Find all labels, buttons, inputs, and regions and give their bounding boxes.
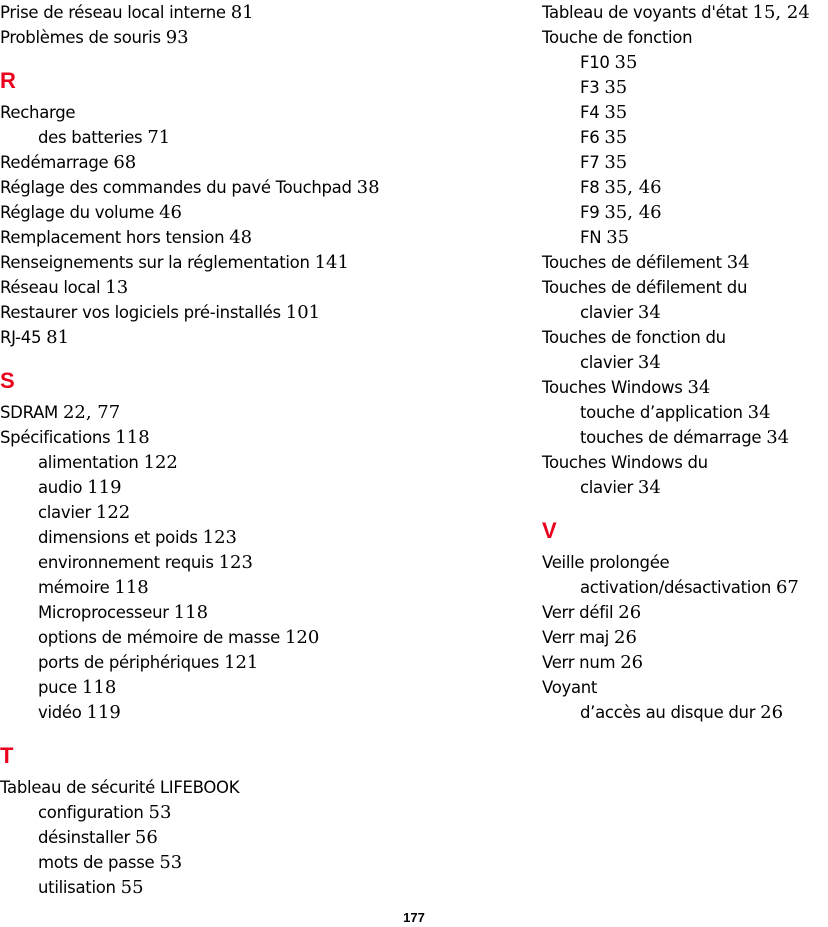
index-term: Restaurer vos logiciels pré-installés — [0, 303, 281, 322]
index-term: Touche de fonction — [542, 28, 693, 47]
index-subentry — [542, 75, 828, 100]
index-entry — [542, 375, 828, 400]
section-letter: R — [0, 68, 16, 93]
index-page-ref: 26 — [620, 652, 644, 673]
index-page-ref: 118 — [114, 577, 149, 598]
index-page-ref: 81 — [230, 2, 254, 23]
index-term: Recharge — [0, 103, 76, 122]
index-subentry — [542, 225, 828, 250]
index-page-ref: 119 — [87, 477, 122, 498]
index-term: F3 — [580, 78, 600, 97]
index-entry — [542, 625, 828, 650]
index-page-ref: 68 — [113, 152, 137, 173]
index-subentry — [542, 200, 828, 225]
index-subentry — [0, 550, 520, 575]
index-term: Touches de fonction du — [542, 328, 726, 347]
index-page-ref: 118 — [81, 677, 117, 698]
index-entry — [0, 425, 520, 450]
index-page-ref: 26 — [614, 627, 637, 648]
index-page-ref: 55 — [120, 877, 144, 898]
index-term: mémoire — [38, 578, 110, 597]
index-entry — [0, 0, 520, 25]
index-subentry — [542, 425, 828, 450]
index-term: Prise de réseau local interne — [0, 3, 226, 22]
index-term: clavier — [580, 353, 633, 372]
index-page-ref: 120 — [284, 627, 320, 648]
index-term: dimensions et poids — [38, 528, 198, 547]
index-page-ref: 122 — [143, 452, 178, 473]
index-term: Réglage du volume — [0, 203, 155, 222]
index-term: Touches Windows du — [542, 453, 708, 472]
index-term: audio — [38, 478, 83, 497]
index-subentry — [0, 675, 520, 700]
index-term: utilisation — [38, 878, 116, 897]
index-subentry — [542, 100, 828, 125]
index-term: F7 — [580, 153, 600, 172]
index-term: clavier — [580, 478, 633, 497]
index-page-ref: 67 — [775, 577, 799, 598]
index-column-right — [542, 0, 828, 725]
index-term: alimentation — [38, 453, 139, 472]
index-term: RJ-45 — [0, 328, 42, 347]
index-page-ref: 56 — [134, 827, 158, 848]
index-subentry — [542, 125, 828, 150]
index-term: Touches de défilement — [542, 253, 722, 272]
index-term: clavier — [580, 303, 633, 322]
index-term: Microprocesseur — [38, 603, 169, 622]
index-page-ref: 34 — [726, 252, 750, 273]
index-term: F9 — [580, 203, 600, 222]
section-letter: T — [0, 743, 14, 768]
index-entry — [0, 250, 520, 275]
index-term: touches de démarrage — [580, 428, 762, 447]
index-entry — [0, 400, 520, 425]
index-term: Touches Windows — [542, 378, 683, 397]
index-term: mots de passe — [38, 853, 155, 872]
index-page-ref: 35 — [604, 152, 628, 173]
index-term: Verr num — [542, 653, 616, 672]
index-page-ref: 141 — [314, 252, 349, 273]
index-page-ref: 35 — [604, 102, 628, 123]
index-entry — [0, 775, 520, 800]
index-page-ref: 34 — [637, 477, 661, 498]
index-page-ref: 26 — [618, 602, 642, 623]
index-entry — [542, 250, 828, 275]
index-entry — [0, 150, 520, 175]
index-page-ref: 93 — [165, 27, 189, 48]
index-entry — [0, 25, 520, 50]
index-entry — [0, 300, 520, 325]
section-letter: V — [542, 518, 557, 543]
index-subentry — [542, 475, 828, 500]
index-term: F10 — [580, 53, 610, 72]
index-term: clavier — [38, 503, 91, 522]
index-page-ref: 119 — [86, 702, 121, 723]
index-page-ref: 35, 46 — [604, 202, 662, 223]
index-term: SDRAM — [0, 403, 58, 422]
index-term: Tableau de voyants d'état — [542, 3, 748, 22]
index-page-ref: 34 — [766, 427, 790, 448]
index-page-ref: 122 — [95, 502, 131, 523]
index-page-ref: 34 — [687, 377, 711, 398]
index-term: Réglage des commandes du pavé Touchpad — [0, 178, 352, 197]
index-term: Verr défil — [542, 603, 614, 622]
index-term: environnement requis — [38, 553, 214, 572]
index-page-ref: 34 — [747, 402, 771, 423]
index-term: FN — [580, 228, 602, 247]
index-entry — [0, 275, 520, 300]
index-subentry — [0, 625, 520, 650]
index-subentry — [542, 400, 828, 425]
index-term: ports de périphériques — [38, 653, 220, 672]
index-subentry — [542, 575, 828, 600]
index-page-ref: 71 — [147, 127, 171, 148]
index-subentry — [0, 125, 520, 150]
index-page-ref: 118 — [173, 602, 209, 623]
index-entry — [542, 600, 828, 625]
index-term: Renseignements sur la réglementation — [0, 253, 310, 272]
index-subentry — [542, 175, 828, 200]
index-page-ref: 121 — [224, 652, 259, 673]
index-entry — [542, 550, 828, 575]
index-subentry — [0, 850, 520, 875]
index-entry — [0, 325, 520, 350]
index-page-ref: 34 — [637, 302, 661, 323]
index-page-ref: 46 — [159, 202, 182, 223]
index-entry — [542, 325, 828, 350]
index-term: Spécifications — [0, 428, 111, 447]
index-subentry — [0, 500, 520, 525]
index-term: Voyant — [542, 678, 598, 697]
index-term: configuration — [38, 803, 144, 822]
index-page-ref: 35 — [606, 227, 630, 248]
index-entry — [542, 450, 828, 475]
index-term: Verr maj — [542, 628, 610, 647]
page-number: 177 — [403, 910, 425, 925]
index-term: F6 — [580, 128, 600, 147]
index-term: des batteries — [38, 128, 143, 147]
index-term: touche d’application — [580, 403, 743, 422]
index-term: activation/désactivation — [580, 578, 772, 597]
index-entry — [0, 100, 520, 125]
index-subentry — [0, 700, 520, 725]
index-page-ref: 35, 46 — [604, 177, 662, 198]
index-subentry — [0, 475, 520, 500]
index-subentry — [0, 800, 520, 825]
index-page-ref: 22, 77 — [62, 402, 121, 423]
index-entry — [542, 650, 828, 675]
index-term: options de mémoire de masse — [38, 628, 280, 647]
index-subentry — [0, 650, 520, 675]
section-letter: S — [0, 368, 15, 393]
index-term: puce — [38, 678, 77, 697]
index-subentry — [0, 575, 520, 600]
index-subentry — [542, 50, 828, 75]
index-page-ref: 35 — [614, 52, 638, 73]
index-entry — [0, 225, 520, 250]
index-page-ref: 35 — [604, 77, 628, 98]
index-entry — [542, 0, 828, 25]
index-page-ref: 101 — [285, 302, 321, 323]
index-page-ref: 53 — [159, 852, 183, 873]
index-page-ref: 123 — [218, 552, 253, 573]
index-page-ref: 53 — [148, 802, 172, 823]
index-entry — [0, 200, 520, 225]
index-page-ref: 15, 24 — [752, 2, 810, 23]
index-term: Réseau local — [0, 278, 101, 297]
index-entry — [542, 675, 828, 700]
index-term: F4 — [580, 103, 600, 122]
index-entry — [542, 25, 828, 50]
index-page-ref: 13 — [105, 277, 129, 298]
index-subentry — [542, 700, 828, 725]
index-subentry — [0, 825, 520, 850]
index-subentry — [542, 300, 828, 325]
index-subentry — [542, 350, 828, 375]
index-entry — [542, 275, 828, 300]
index-page-ref: 48 — [229, 227, 253, 248]
index-subentry — [0, 525, 520, 550]
index-term: Remplacement hors tension — [0, 228, 225, 247]
index-term: Problèmes de souris — [0, 28, 161, 47]
index-page-ref: 118 — [115, 427, 150, 448]
index-subentry — [0, 450, 520, 475]
index-term: Touches de défilement du — [542, 278, 748, 297]
index-page-ref: 123 — [202, 527, 238, 548]
index-term: désinstaller — [38, 828, 130, 847]
index-term: F8 — [580, 178, 600, 197]
index-subentry — [0, 875, 520, 900]
index-page-ref: 26 — [760, 702, 784, 723]
index-term: Veille prolongée — [542, 553, 670, 572]
index-term: Redémarrage — [0, 153, 109, 172]
index-entry — [0, 175, 520, 200]
index-term: Tableau de sécurité LIFEBOOK — [0, 778, 240, 797]
index-page-ref: 81 — [46, 327, 70, 348]
index-term: d’accès au disque dur — [580, 703, 756, 722]
index-page-ref: 38 — [356, 177, 380, 198]
index-subentry — [542, 150, 828, 175]
index-page-ref: 34 — [637, 352, 661, 373]
index-page-ref: 35 — [604, 127, 628, 148]
index-term: vidéo — [38, 703, 82, 722]
index-subentry — [0, 600, 520, 625]
